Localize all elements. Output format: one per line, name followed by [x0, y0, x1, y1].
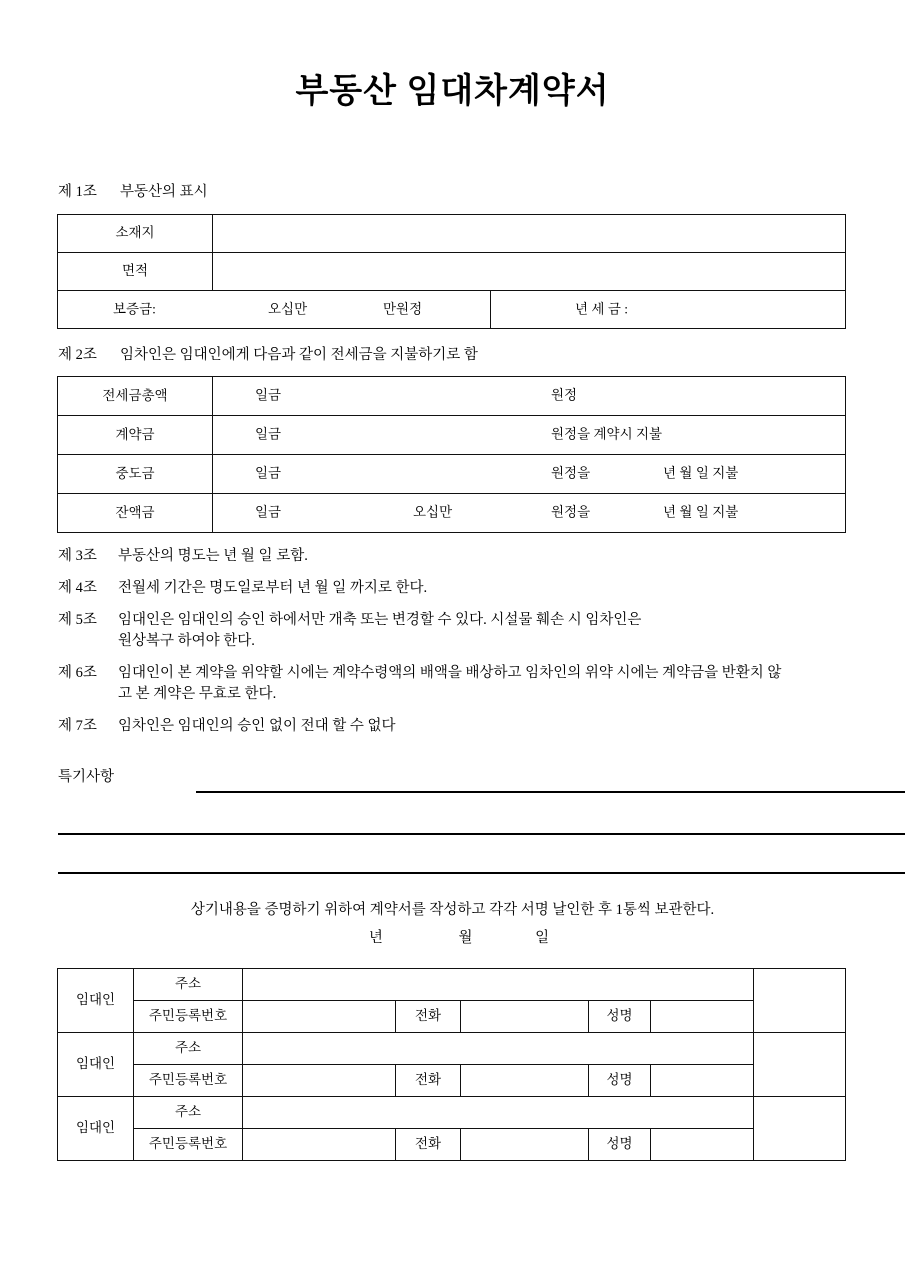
amount-unit: 원정 — [551, 387, 578, 403]
amount-prefix: 일금 — [255, 387, 282, 403]
article-1-title: 부동산의 표시 — [120, 184, 208, 200]
clause-line-1: 부동산의 명도는 년 월 일 로함. — [118, 548, 308, 564]
party-id-label: 주민등록번호 — [134, 1001, 243, 1033]
table-row — [58, 416, 846, 455]
table-row — [58, 377, 846, 416]
clause-text — [118, 663, 858, 705]
special-notes-line-1[interactable] — [196, 791, 905, 793]
table-row — [58, 1097, 846, 1129]
party-phone-label: 전화 — [396, 1001, 461, 1033]
table-row — [58, 291, 846, 329]
amount-unit: 원정을 — [551, 504, 591, 520]
property-table — [57, 214, 846, 329]
clause-text — [118, 716, 858, 737]
property-location-label: 소재지 — [58, 215, 213, 253]
contract-deposit-cell[interactable] — [213, 416, 846, 455]
party-seal-1[interactable] — [754, 969, 846, 1033]
party-id-value-3[interactable] — [243, 1129, 396, 1161]
party-address-label: 주소 — [134, 1033, 243, 1065]
party-role-3: 임대인 — [58, 1097, 134, 1161]
year-label: 년 — [368, 930, 383, 946]
amount-prefix: 일금 — [255, 465, 282, 481]
deposit-amount[interactable]: 오십만 — [268, 301, 308, 317]
month-label: 월 — [458, 930, 473, 946]
total-deposit-cell[interactable] — [213, 377, 846, 416]
party-phone-label: 전화 — [396, 1065, 461, 1097]
party-name-value-1[interactable] — [651, 1001, 754, 1033]
table-row — [58, 1129, 846, 1161]
clause-item — [58, 716, 858, 737]
clause-line-2: 원상복구 하여야 한다. — [118, 633, 255, 650]
clause-line-1: 임대인은 임대인의 승인 하에서만 개축 또는 변경할 수 있다. 시설물 훼손 시 임차인은 — [118, 612, 642, 629]
clause-item — [58, 663, 858, 705]
clause-number: 제 4조 — [58, 580, 97, 597]
closing-statement: 상기내용을 증명하기 위하여 계약서를 작성하고 각각 서명 날인한 후 1통씩 보관한다. — [190, 902, 715, 918]
party-id-value-1[interactable] — [243, 1001, 396, 1033]
special-notes-label: 특기사항 — [58, 769, 115, 785]
party-name-value-2[interactable] — [651, 1065, 754, 1097]
clause-line-2: 고 본 계약은 무효로 한다. — [118, 686, 277, 703]
party-id-label: 주민등록번호 — [134, 1065, 243, 1097]
parties-table — [57, 968, 846, 1161]
clause-line-1: 임차인은 임대인의 승인 없이 전대 할 수 없다 — [118, 718, 396, 735]
article-2-number: 제 2조 — [58, 347, 97, 363]
balance-payment-label: 잔액금 — [58, 494, 213, 533]
party-address-value-1[interactable] — [243, 969, 754, 1001]
article-1-number: 제 1조 — [58, 184, 97, 200]
party-address-value-3[interactable] — [243, 1097, 754, 1129]
party-seal-3[interactable] — [754, 1097, 846, 1161]
annual-rent-label: 년 세 금 : — [575, 301, 628, 317]
party-phone-label: 전화 — [396, 1129, 461, 1161]
party-role-2: 임대인 — [58, 1033, 134, 1097]
party-name-label: 성명 — [589, 1001, 651, 1033]
table-row — [58, 253, 846, 291]
party-seal-2[interactable] — [754, 1033, 846, 1097]
party-name-value-3[interactable] — [651, 1129, 754, 1161]
table-row — [58, 1065, 846, 1097]
clause-line-1: 전월세 기간은 명도일로부터 년 월 일 까지로 한다. — [118, 580, 428, 597]
interim-payment-label: 중도금 — [58, 455, 213, 494]
property-area-value[interactable] — [213, 253, 846, 291]
clause-text — [118, 610, 858, 652]
amount-prefix: 일금 — [255, 504, 282, 520]
article-1-heading — [58, 180, 208, 201]
section-divider — [58, 872, 905, 874]
table-row — [58, 1001, 846, 1033]
article-2-title: 임차인은 임대인에게 다음과 같이 전세금을 지불하기로 함 — [120, 347, 478, 363]
balance-payment-cell[interactable] — [213, 494, 846, 533]
special-notes-line-2[interactable] — [58, 833, 905, 835]
clause-number: 제 6조 — [58, 665, 97, 682]
deposit-label: 보증금: — [113, 301, 156, 317]
clause-line-1: 임대인이 본 계약을 위약할 시에는 계약수령액의 배액을 배상하고 임차인의 위약 시에는 계약금을 반환치 않 — [118, 665, 782, 682]
clause-text — [118, 578, 858, 599]
party-phone-value-2[interactable] — [461, 1065, 589, 1097]
table-row — [58, 1033, 846, 1065]
clause-list — [58, 546, 858, 748]
interim-payment-cell[interactable] — [213, 455, 846, 494]
clause-item — [58, 610, 858, 652]
annual-rent-cell[interactable] — [491, 291, 846, 329]
signing-date-line — [0, 926, 905, 947]
property-location-value[interactable] — [213, 215, 846, 253]
property-area-label: 면적 — [58, 253, 213, 291]
article-2-heading — [58, 343, 478, 364]
deposit-unit: 만원정 — [383, 301, 423, 317]
contract-deposit-label: 계약금 — [58, 416, 213, 455]
total-deposit-label: 전세금총액 — [58, 377, 213, 416]
amount-value[interactable]: 오십만 — [413, 504, 453, 520]
party-address-value-2[interactable] — [243, 1033, 754, 1065]
table-row — [58, 455, 846, 494]
party-address-label: 주소 — [134, 1097, 243, 1129]
clause-number: 제 3조 — [58, 548, 97, 564]
payment-table — [57, 376, 846, 533]
party-name-label: 성명 — [589, 1065, 651, 1097]
amount-unit: 원정을 계약시 지불 — [551, 426, 663, 442]
party-role-1: 임대인 — [58, 969, 134, 1033]
clause-text — [118, 546, 858, 567]
clause-item — [58, 546, 858, 567]
amount-terms: 년 월 일 지불 — [663, 504, 739, 520]
party-phone-value-1[interactable] — [461, 1001, 589, 1033]
amount-prefix: 일금 — [255, 426, 282, 442]
amount-terms: 년 월 일 지불 — [663, 465, 739, 481]
party-address-label: 주소 — [134, 969, 243, 1001]
clause-number: 제 7조 — [58, 718, 97, 735]
clause-item — [58, 578, 858, 599]
party-id-value-2[interactable] — [243, 1065, 396, 1097]
deposit-cell[interactable] — [58, 291, 491, 329]
party-id-label: 주민등록번호 — [134, 1129, 243, 1161]
day-label: 일 — [535, 930, 550, 946]
table-row — [58, 969, 846, 1001]
party-phone-value-3[interactable] — [461, 1129, 589, 1161]
party-name-label: 성명 — [589, 1129, 651, 1161]
page-title: 부동산 임대차계약서 — [295, 73, 610, 110]
table-row — [58, 215, 846, 253]
table-row — [58, 494, 846, 533]
clause-number: 제 5조 — [58, 612, 97, 629]
amount-unit: 원정을 — [551, 465, 591, 481]
